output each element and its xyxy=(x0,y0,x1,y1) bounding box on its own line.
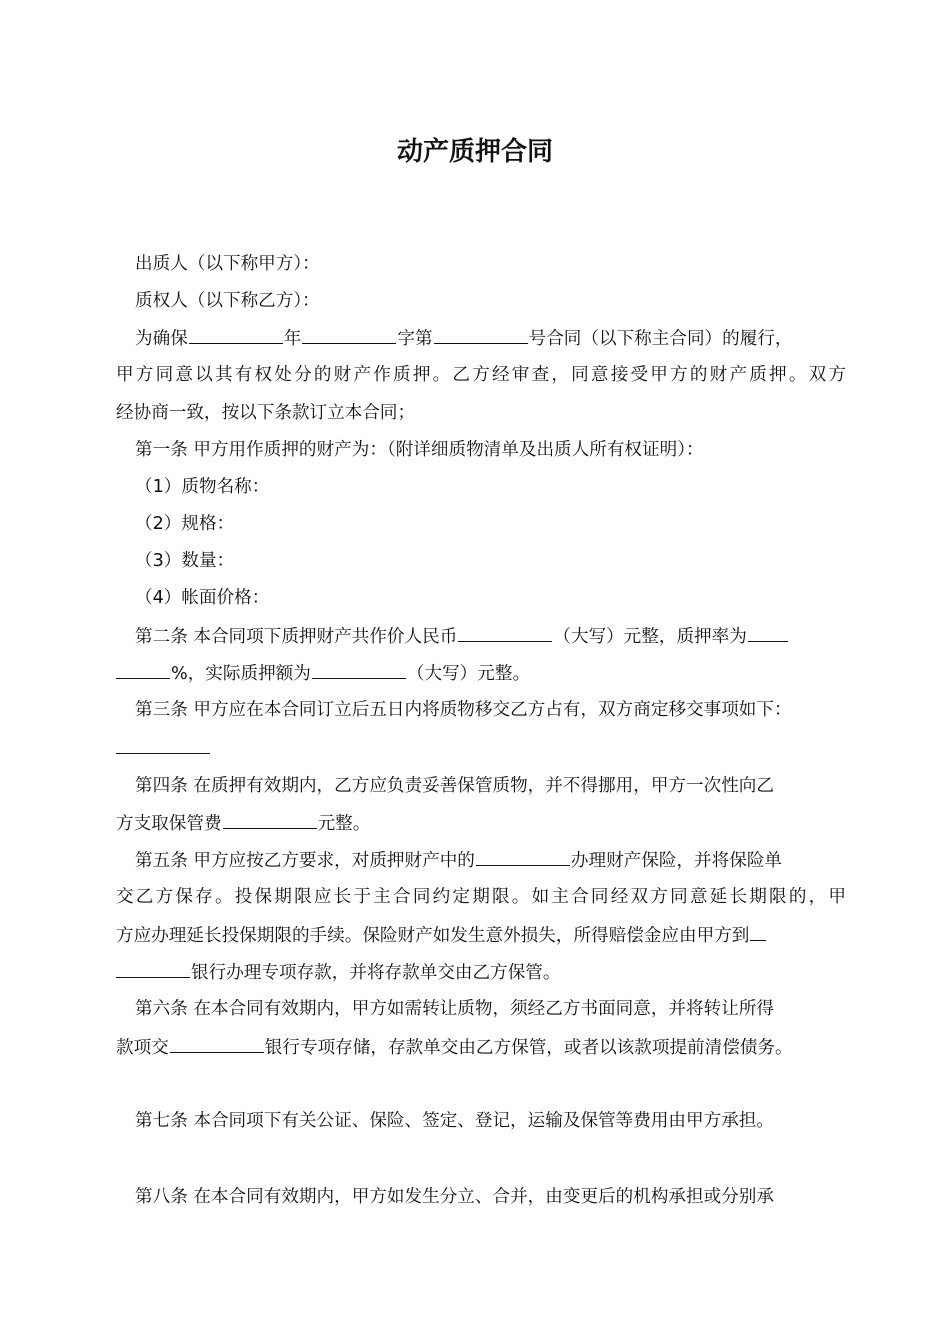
intro-line-3: 经协商一致，按以下条款订立本合同； xyxy=(116,403,416,423)
party-b-line: 质权人（以下称乙方）： xyxy=(135,291,320,311)
article-1-item: （1）质物名称： xyxy=(135,477,270,497)
article-text: （大写）元整。 xyxy=(406,664,531,684)
article-1-item: （3）数量： xyxy=(135,551,235,571)
article-4-line-2 xyxy=(116,810,846,836)
article-text: 银行办理专项存款，并将存款单交由乙方保管。 xyxy=(191,963,561,983)
intro-line-1 xyxy=(135,325,865,351)
blank-field xyxy=(302,325,396,344)
document-title: 动产质押合同 xyxy=(396,137,553,167)
intro-text: 字第 xyxy=(397,329,433,349)
article-5-line-1 xyxy=(135,847,865,873)
blank-field xyxy=(170,1034,264,1053)
article-6-line-2 xyxy=(116,1034,846,1060)
intro-line-2: 甲方同意以其有权处分的财产作质押。乙方经审查，同意接受甲方的财产质押。双方 xyxy=(116,365,846,385)
article-text: 款项交 xyxy=(116,1038,169,1058)
blank-field xyxy=(434,325,528,344)
intro-text: 年 xyxy=(283,329,302,349)
blank-field xyxy=(748,623,788,642)
article-text: 银行专项存储，存款单交由乙方保管，或者以该款项提前清偿债务。 xyxy=(264,1038,793,1058)
blank-field xyxy=(116,660,170,679)
article-8-line-1: 第八条 在本合同有效期内，甲方如发生分立、合并，由变更后的机构承担或分别承 xyxy=(135,1187,774,1207)
article-1-heading: 第一条 甲方用作质押的财产为：（附详细质物清单及出质人所有权证明）： xyxy=(135,440,704,460)
party-a-line: 出质人（以下称甲方）： xyxy=(135,254,320,274)
blank-field xyxy=(223,810,317,829)
article-2-line-1 xyxy=(135,623,865,649)
article-3-line-2 xyxy=(116,735,846,761)
article-5-line-4 xyxy=(116,959,846,985)
blank-field xyxy=(116,959,190,978)
article-6-line-1: 第六条 在本合同有效期内，甲方如需转让质物，须经乙方书面同意，并将转让所得 xyxy=(135,999,774,1019)
article-text: 第五条 甲方应按乙方要求，对质押财产中的 xyxy=(135,851,475,871)
article-5-line-3 xyxy=(116,922,846,948)
blank-field xyxy=(750,922,766,941)
article-2-line-2 xyxy=(116,660,846,686)
blank-field xyxy=(458,623,552,642)
article-text: %，实际质押额为 xyxy=(171,664,311,684)
blank-field xyxy=(476,847,570,866)
intro-text: 号合同（以下称主合同）的履行， xyxy=(528,329,793,349)
blank-field xyxy=(312,660,406,679)
article-text: 办理财产保险，并将保险单 xyxy=(570,851,783,871)
intro-text: 为确保 xyxy=(135,329,188,349)
article-text: 第二条 本合同项下质押财产共作价人民币 xyxy=(135,627,458,647)
blank-field xyxy=(189,325,283,344)
article-7-line-1: 第七条 本合同项下有关公证、保险、签定、登记，运输及保管等费用由甲方承担。 xyxy=(135,1111,774,1131)
article-text: 方应办理延长投保期限的手续。保险财产如发生意外损失，所得赔偿金应由甲方到 xyxy=(116,926,750,946)
article-3-line-1: 第三条 甲方应在本合同订立后五日内将质物移交乙方占有，双方商定移交事项如下： xyxy=(135,700,792,720)
article-5-line-2: 交乙方保存。投保期限应长于主合同约定期限。如主合同经双方同意延长期限的，甲 xyxy=(116,887,846,907)
article-text: 元整。 xyxy=(317,814,371,834)
article-text: 方支取保管费 xyxy=(116,814,222,834)
article-1-item: （4）帐面价格： xyxy=(135,588,270,608)
article-text: （大写）元整，质押率为 xyxy=(553,627,747,647)
blank-field xyxy=(116,735,210,754)
article-4-line-1: 第四条 在质押有效期内，乙方应负责妥善保管质物，并不得挪用，甲方一次性向乙 xyxy=(135,776,774,796)
article-1-item: （2）规格： xyxy=(135,514,235,534)
